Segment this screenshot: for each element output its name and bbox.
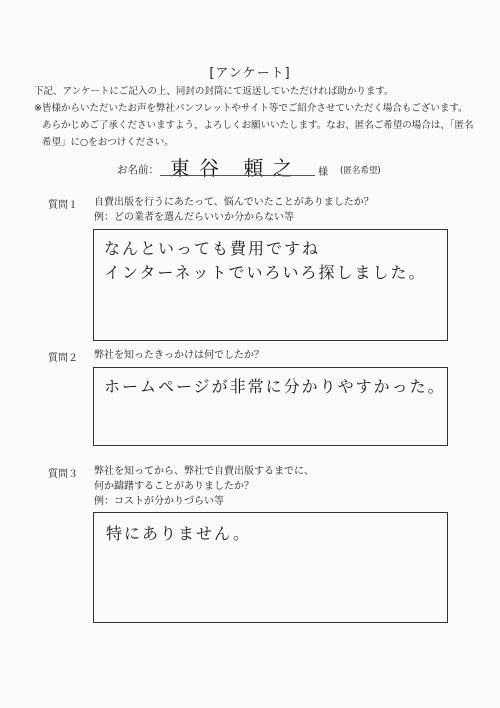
question-2-text-line-1: 弊社を知ったきっかけは何でしたか？: [94, 350, 264, 361]
question-2-label: 質問２: [48, 353, 78, 364]
intro-line-1: 下記、アンケートにご記入の上、同封の封筒にて返送していただければ助かります。: [34, 86, 394, 97]
honorific: 様: [318, 167, 328, 178]
answer-2-line-1: ホームページが非常に分かりやすかった。: [104, 377, 446, 396]
question-1-label: 質問１: [48, 200, 78, 211]
name-label: お名前：: [117, 164, 159, 176]
name-row: [0, 156, 500, 178]
question-3-text-line-2: 何か躊躇することがありましたか？: [94, 481, 254, 492]
question-3-label: 質問３: [48, 469, 78, 480]
form-title: [アンケート]: [209, 66, 291, 81]
anonymous-option[interactable]: (匿名希望): [340, 166, 381, 176]
question-1-text-line-2: 例：どの業者を選んだらいいか分からない等: [94, 212, 294, 223]
intro-line-3: あらかじめご了承くださいますよう、よろしくお願いいたします。なお、匿名ご希望の場合は、「匿名: [42, 120, 474, 131]
question-1-text-line-1: 自費出版を行うにあたって、悩んでいたことがありましたか？: [94, 197, 374, 208]
name-value[interactable]: 東谷 頼之: [170, 156, 302, 180]
answer-1-line-2: インターネットでいろいろ探しました。: [104, 263, 427, 282]
answer-3-line-1: 特にありません。: [106, 524, 251, 543]
name-underline: [160, 175, 315, 176]
intro-line-2: ※皆様からいただいたお声を弊社パンフレットやサイト等でご紹介させていただく場合もございます。: [34, 103, 468, 114]
question-3-text-line-1: 弊社を知ってから、弊社で自費出版するまでに、: [94, 466, 314, 477]
answer-1-line-1: なんといっても費用ですね: [104, 239, 321, 258]
question-3-text-line-3: 例：コストが分かりづらい等: [94, 496, 224, 507]
intro-line-4: 希望」に○をおつけください。: [42, 137, 174, 148]
